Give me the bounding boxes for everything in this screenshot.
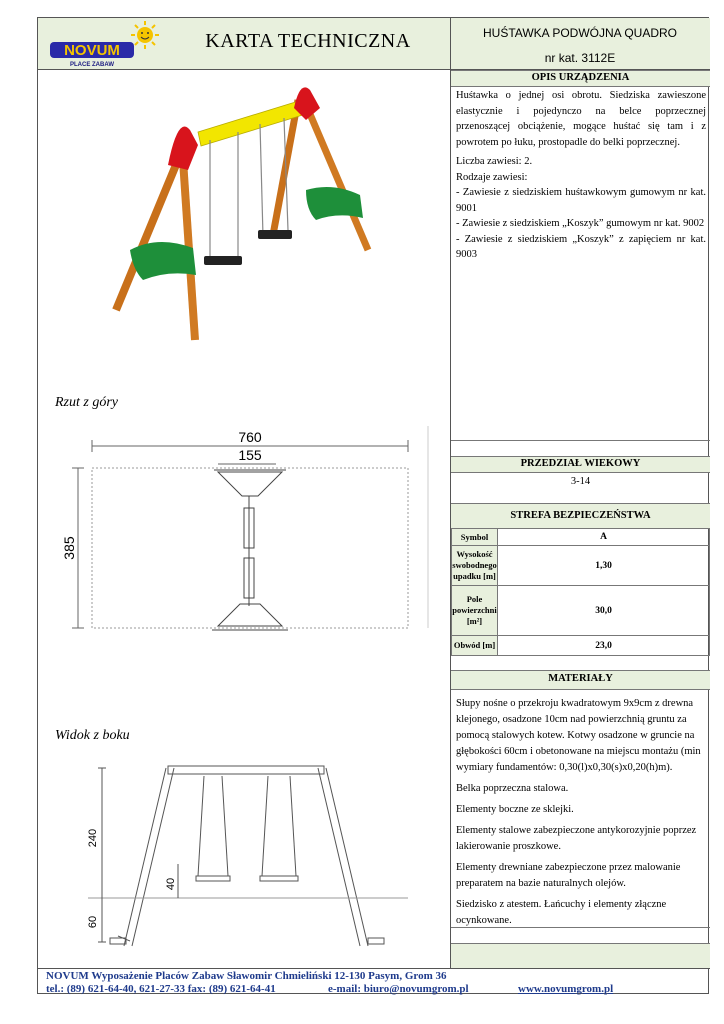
description-paragraph: Huśtawka o jednej osi obrotu. Siedziska zawieszone elastycznie i pojedynczo na belce poprzecznej przenoszącej obciążenie, mogące huśtać się tam i z powrotem po łuku, prostopadle do belki poprzecznej. — [456, 90, 706, 148]
logo-text: NOVUM — [64, 42, 120, 59]
table-row — [452, 586, 710, 636]
description-title: OPIS URZĄDZENIA — [531, 72, 630, 83]
swing-3d-illustration — [38, 70, 450, 360]
safety-title: STREFA BEZPIECZEŃSTWA — [510, 510, 651, 521]
safety-key: Obwód [m] — [452, 636, 498, 656]
footer — [38, 968, 710, 995]
description-paragraph: Rodzaje zawiesi: — [456, 171, 528, 183]
dim-155: 155 — [238, 447, 262, 463]
description-text — [456, 88, 706, 267]
table-row — [452, 529, 710, 546]
materials-paragraph: Słupy nośne o przekroju kwadratowym 9x9cm z drewna klejonego, osadzone 10cm nad powierzchnią gruntu za pomocą stalowych kotew. Kotwy osadzone w gruncie na głębokości 60cm i obetonowane na miejscu montażu (min wymiary fundamentów: 0,30(l)x0,30(s)x0,20(h)m). — [456, 698, 701, 773]
company-phones: tel.: (89) 621-64-40, 621-27-33 fax: (89) 621-64-41 — [46, 983, 276, 995]
company-website-link[interactable]: www.novumgrom.pl — [518, 983, 614, 995]
materials-text — [456, 696, 706, 934]
description-paragraph: Liczba zawiesi: 2. — [456, 156, 533, 167]
product-info — [450, 18, 710, 70]
header — [38, 18, 710, 70]
materials-paragraph: Elementy boczne ze sklejki. — [456, 804, 574, 815]
page-title: KARTA TECHNICZNA — [205, 30, 411, 52]
age-value: 3-14 — [570, 476, 591, 487]
description-paragraph: - Zawiesie z siedziskiem „Koszyk” z zapięciem nr kat. 9003 — [456, 233, 706, 260]
table-row — [452, 546, 710, 586]
age-title: PRZEDZIAŁ WIEKOWY — [520, 458, 641, 469]
materials-paragraph: Belka poprzeczna stalowa. — [456, 783, 569, 794]
safety-value: 1,30 — [498, 546, 710, 586]
safety-value: 30,0 — [498, 586, 710, 636]
safety-table — [451, 528, 710, 656]
description-paragraph: - Zawiesie z siedziskiem huśtawkowym gumowym nr kat. 9001 — [456, 187, 706, 214]
product-name: HUŚTAWKA PODWÓJNA QUADRO — [482, 26, 677, 40]
safety-key: Symbol — [452, 529, 498, 546]
catalog-number: nr kat. 3112E — [544, 51, 616, 65]
materials-title: MATERIAŁY — [548, 673, 613, 684]
dim-240: 240 — [87, 828, 99, 848]
logo-subtext: PLACE ZABAW — [70, 62, 114, 68]
sun-icon — [131, 21, 159, 49]
company-email[interactable]: e-mail: biuro@novumgrom.pl — [328, 983, 469, 995]
materials-paragraph: Elementy drewniane zabezpieczone przez malowanie preparatem na bazie naturalnych olejów. — [456, 862, 681, 889]
company-address: NOVUM Wyposażenie Placów Zabaw Sławomir Chmieliński 12-130 Pasym, Grom 36 — [46, 970, 447, 982]
specification-column — [451, 70, 710, 968]
materials-paragraph: Siedzisko z atestem. Łańcuchy i elementy złączne ocynkowane. — [456, 899, 667, 926]
dim-760: 760 — [238, 429, 262, 445]
safety-key: Pole powierzchni [m²] — [452, 586, 498, 636]
table-row — [452, 636, 710, 656]
dim-60: 60 — [87, 915, 99, 929]
safety-value: A — [498, 529, 710, 546]
safety-value: 23,0 — [498, 636, 710, 656]
dim-385: 385 — [61, 536, 77, 560]
side-view-label: Widok z boku — [55, 728, 130, 743]
safety-key: Wysokość swobodnego upadku [m] — [452, 546, 498, 586]
description-paragraph: - Zawiesie z siedziskiem „Koszyk” gumowym nr kat. 9002 — [456, 218, 705, 229]
novum-logo — [46, 20, 166, 68]
technical-sheet — [37, 17, 709, 994]
materials-paragraph: Elementy stalowe zabezpieczone antykorozyjnie poprzez lakierowanie proszkowe. — [456, 825, 697, 852]
top-view-label: Rzut z góry — [55, 395, 118, 410]
drawings-column — [38, 70, 450, 968]
dim-40: 40 — [165, 877, 177, 891]
empty-band — [451, 943, 710, 968]
top-view-drawing — [38, 418, 450, 648]
side-view-drawing — [38, 746, 450, 966]
